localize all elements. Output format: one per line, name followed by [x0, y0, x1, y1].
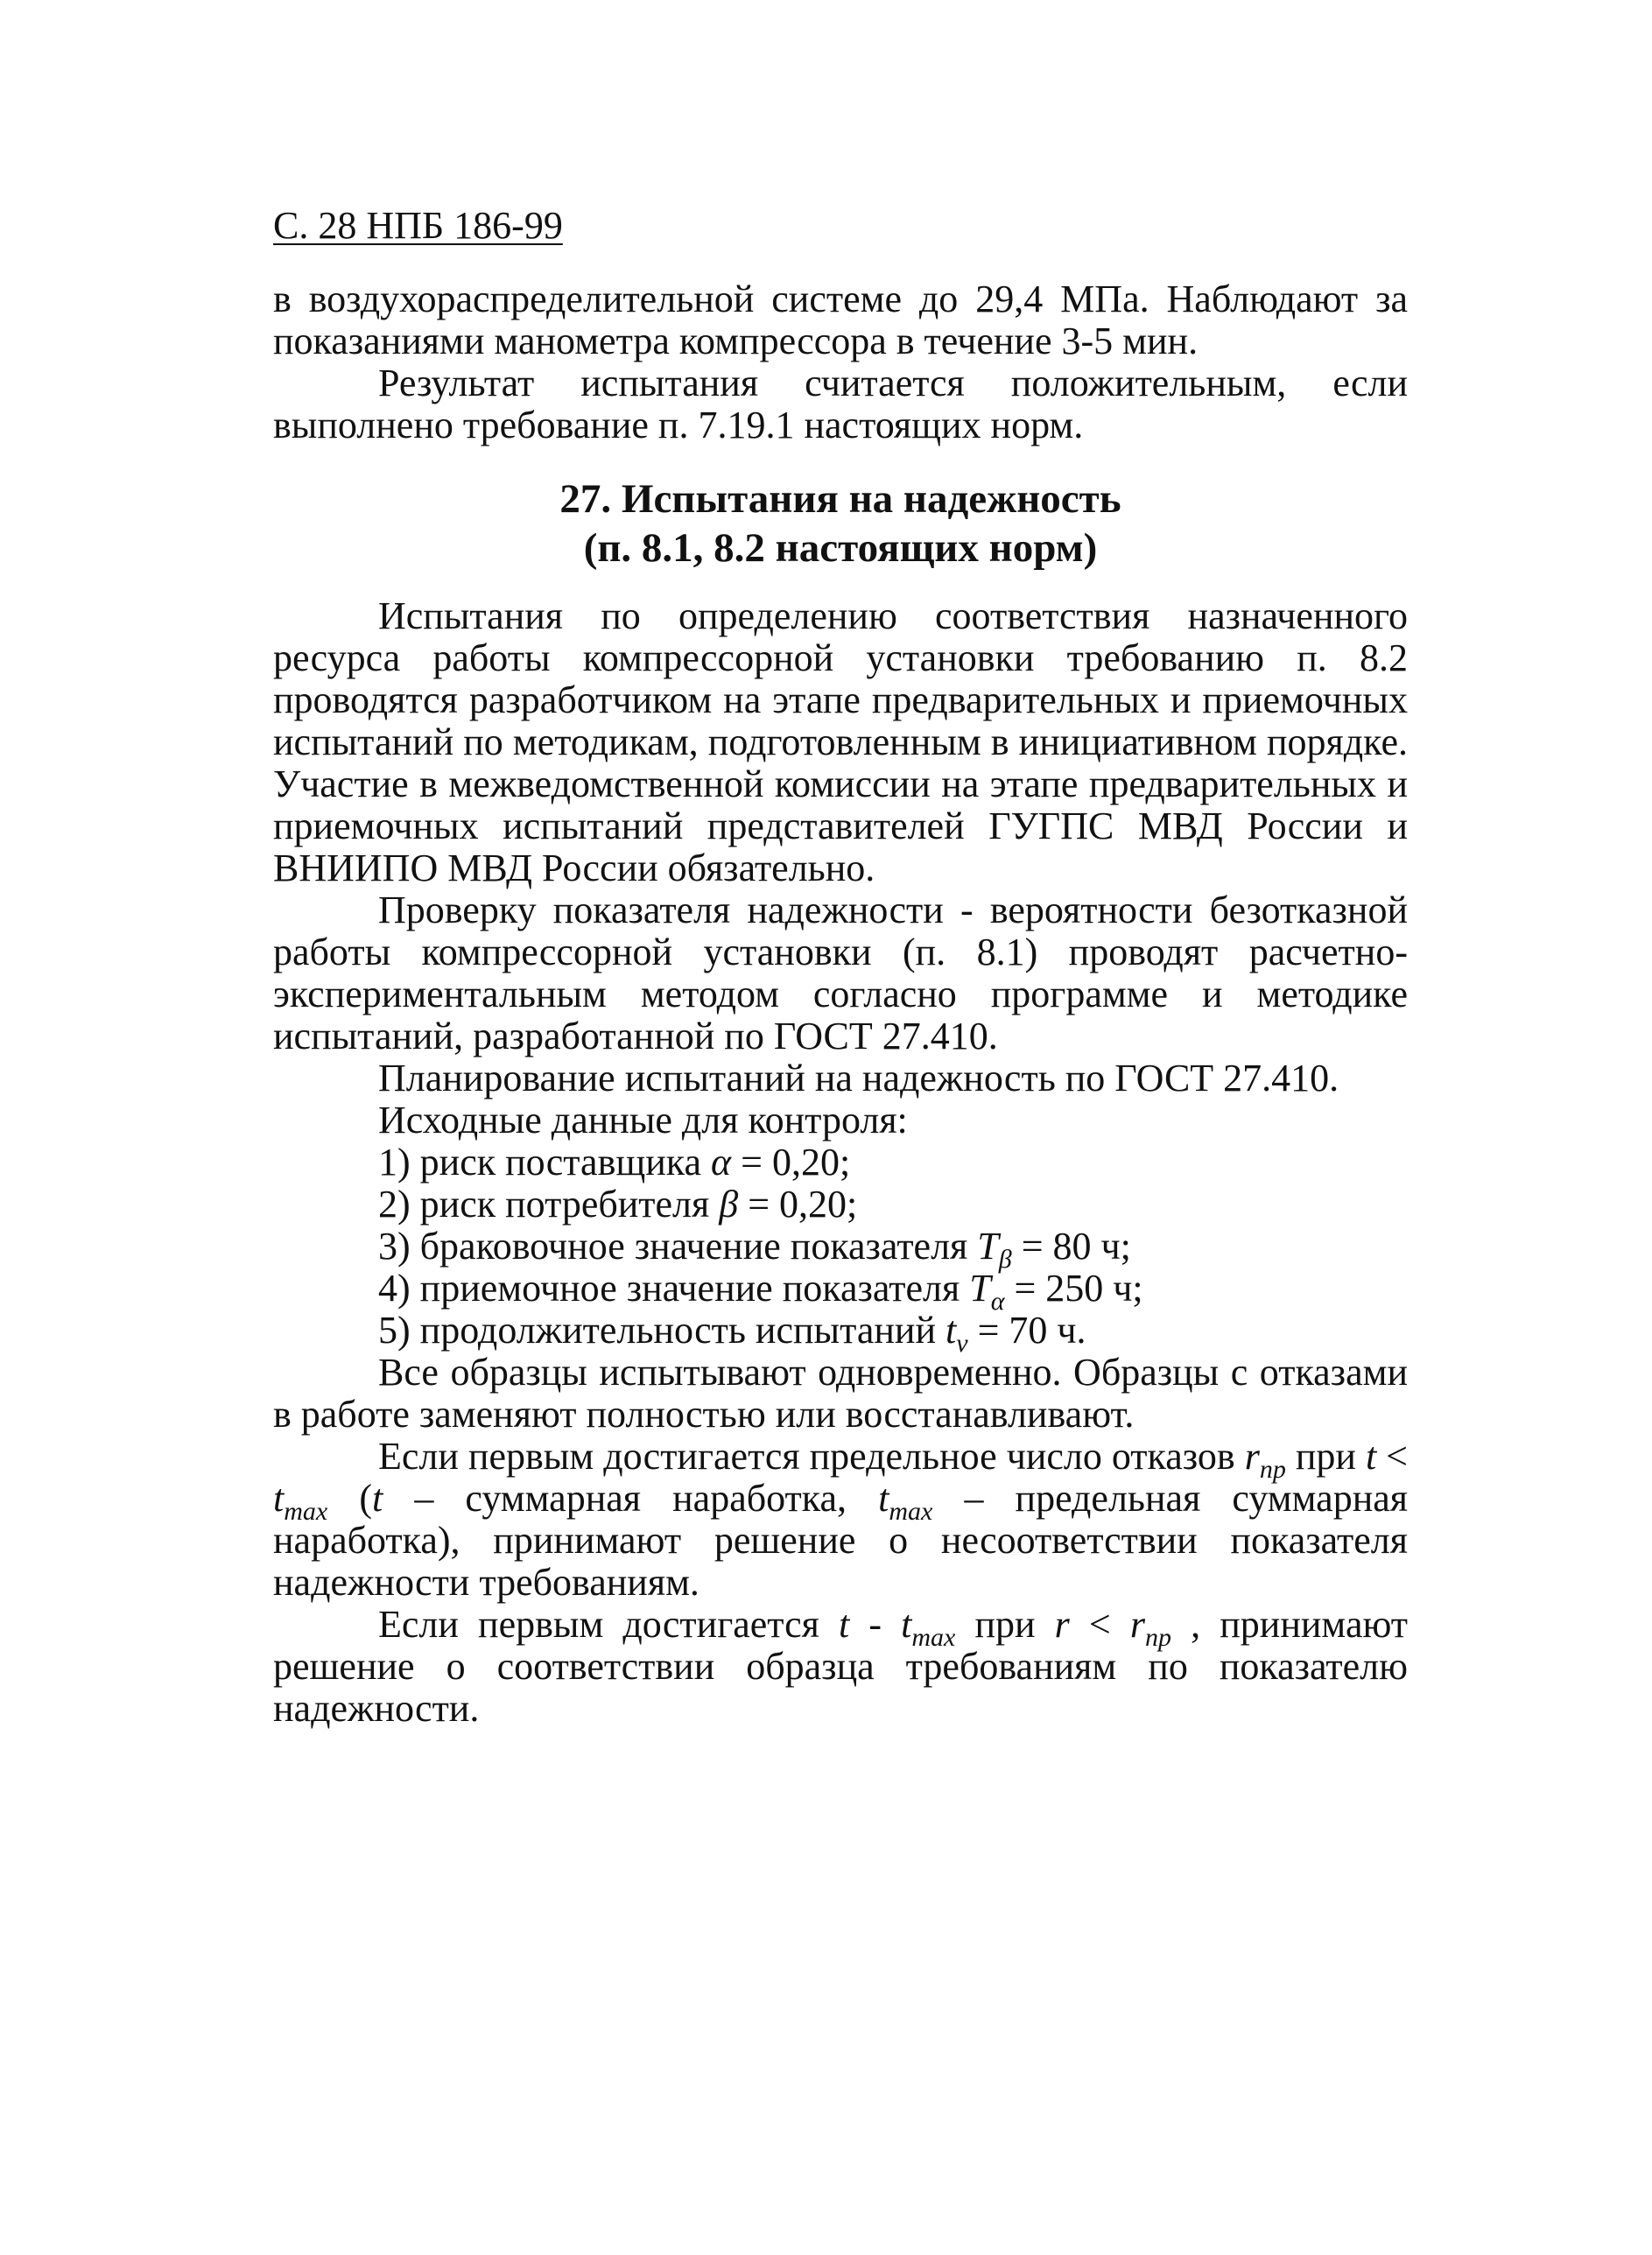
section-title-line1: 27. Испытания на надежность — [559, 476, 1121, 522]
list-item: 2) риск потребителя β = 0,20; — [378, 1183, 858, 1226]
list-item: 1) риск поставщика α = 0,20; — [378, 1141, 851, 1184]
page-header — [273, 203, 563, 249]
page-header-text: С. 28 НПБ 186-99 — [273, 204, 563, 247]
paragraph-continuation: в воздухораспределительной системе до 29,4 МПа. Наблюдают за показаниями манометра компрессора в течение 3-5 мин. — [273, 277, 1408, 362]
initial-data-title: Исходные данные для контроля: — [378, 1099, 908, 1142]
list-item: 3) браковочное значение показателя $T_\beta = 80$ ч; — [378, 1225, 1131, 1274]
list-item: 5) продолжительность испытаний $t_v = 70$ ч. — [378, 1309, 1086, 1358]
page-body — [273, 278, 1408, 1730]
paragraph-test-result: Результат испытания считается положительным, если выполнено требование п. 7.19.1 настоящих норм. — [273, 362, 1408, 446]
paragraph-all-samples: Все образцы испытывают одновременно. Образцы с отказами в работе заменяют полностью или восстанавливают. — [273, 1351, 1408, 1436]
paragraph-tests-definition: Испытания по определению соответствия назначенного ресурса работы компрессорной установки требованию п. 8.2 проводятся разработчиком на этапе предварительных и приемочных испытаний по методикам, подготовленным в инициативном порядке. Участие в межведомственной комиссии на этапе предварительных и приемочных испытаний представителей ГУГПС МВД России и ВНИИПО МВД России обязательно. — [273, 594, 1408, 889]
paragraph-reliability-check: Проверку показателя надежности - вероятности безотказной работы компрессорной установки (п. 8.1) проводят расчетно-экспериментальным методом согласно программе и методике испытаний, разработанной по ГОСТ 27.410. — [273, 889, 1408, 1057]
initial-data-list — [273, 1141, 1408, 1358]
paragraph-condition-accept: Если первым достигается t - $t_{max}$ при $r < r_{np}$ , принимают решение о соответствии образца требованиям по показателю надежности. — [273, 1603, 1409, 1730]
list-item: 4) приемочное значение показателя $T_\alpha = 250$ ч; — [378, 1267, 1143, 1316]
paragraph-planning: Планирование испытаний на надежность по ГОСТ 27.410. — [378, 1057, 1339, 1099]
section-title-line2: (п. 8.1, 8.2 настоящих норм) — [583, 525, 1098, 571]
paragraph-condition-reject: Если первым достигается предельное число отказов $r_{np}$ при $t < t_{max}$ (t – суммарная наработка, $t_{max}$ – предельная суммарная наработка), принимают решение о несоответствии показателя надежности требованиям. — [273, 1435, 1409, 1604]
section-heading — [273, 474, 1408, 573]
